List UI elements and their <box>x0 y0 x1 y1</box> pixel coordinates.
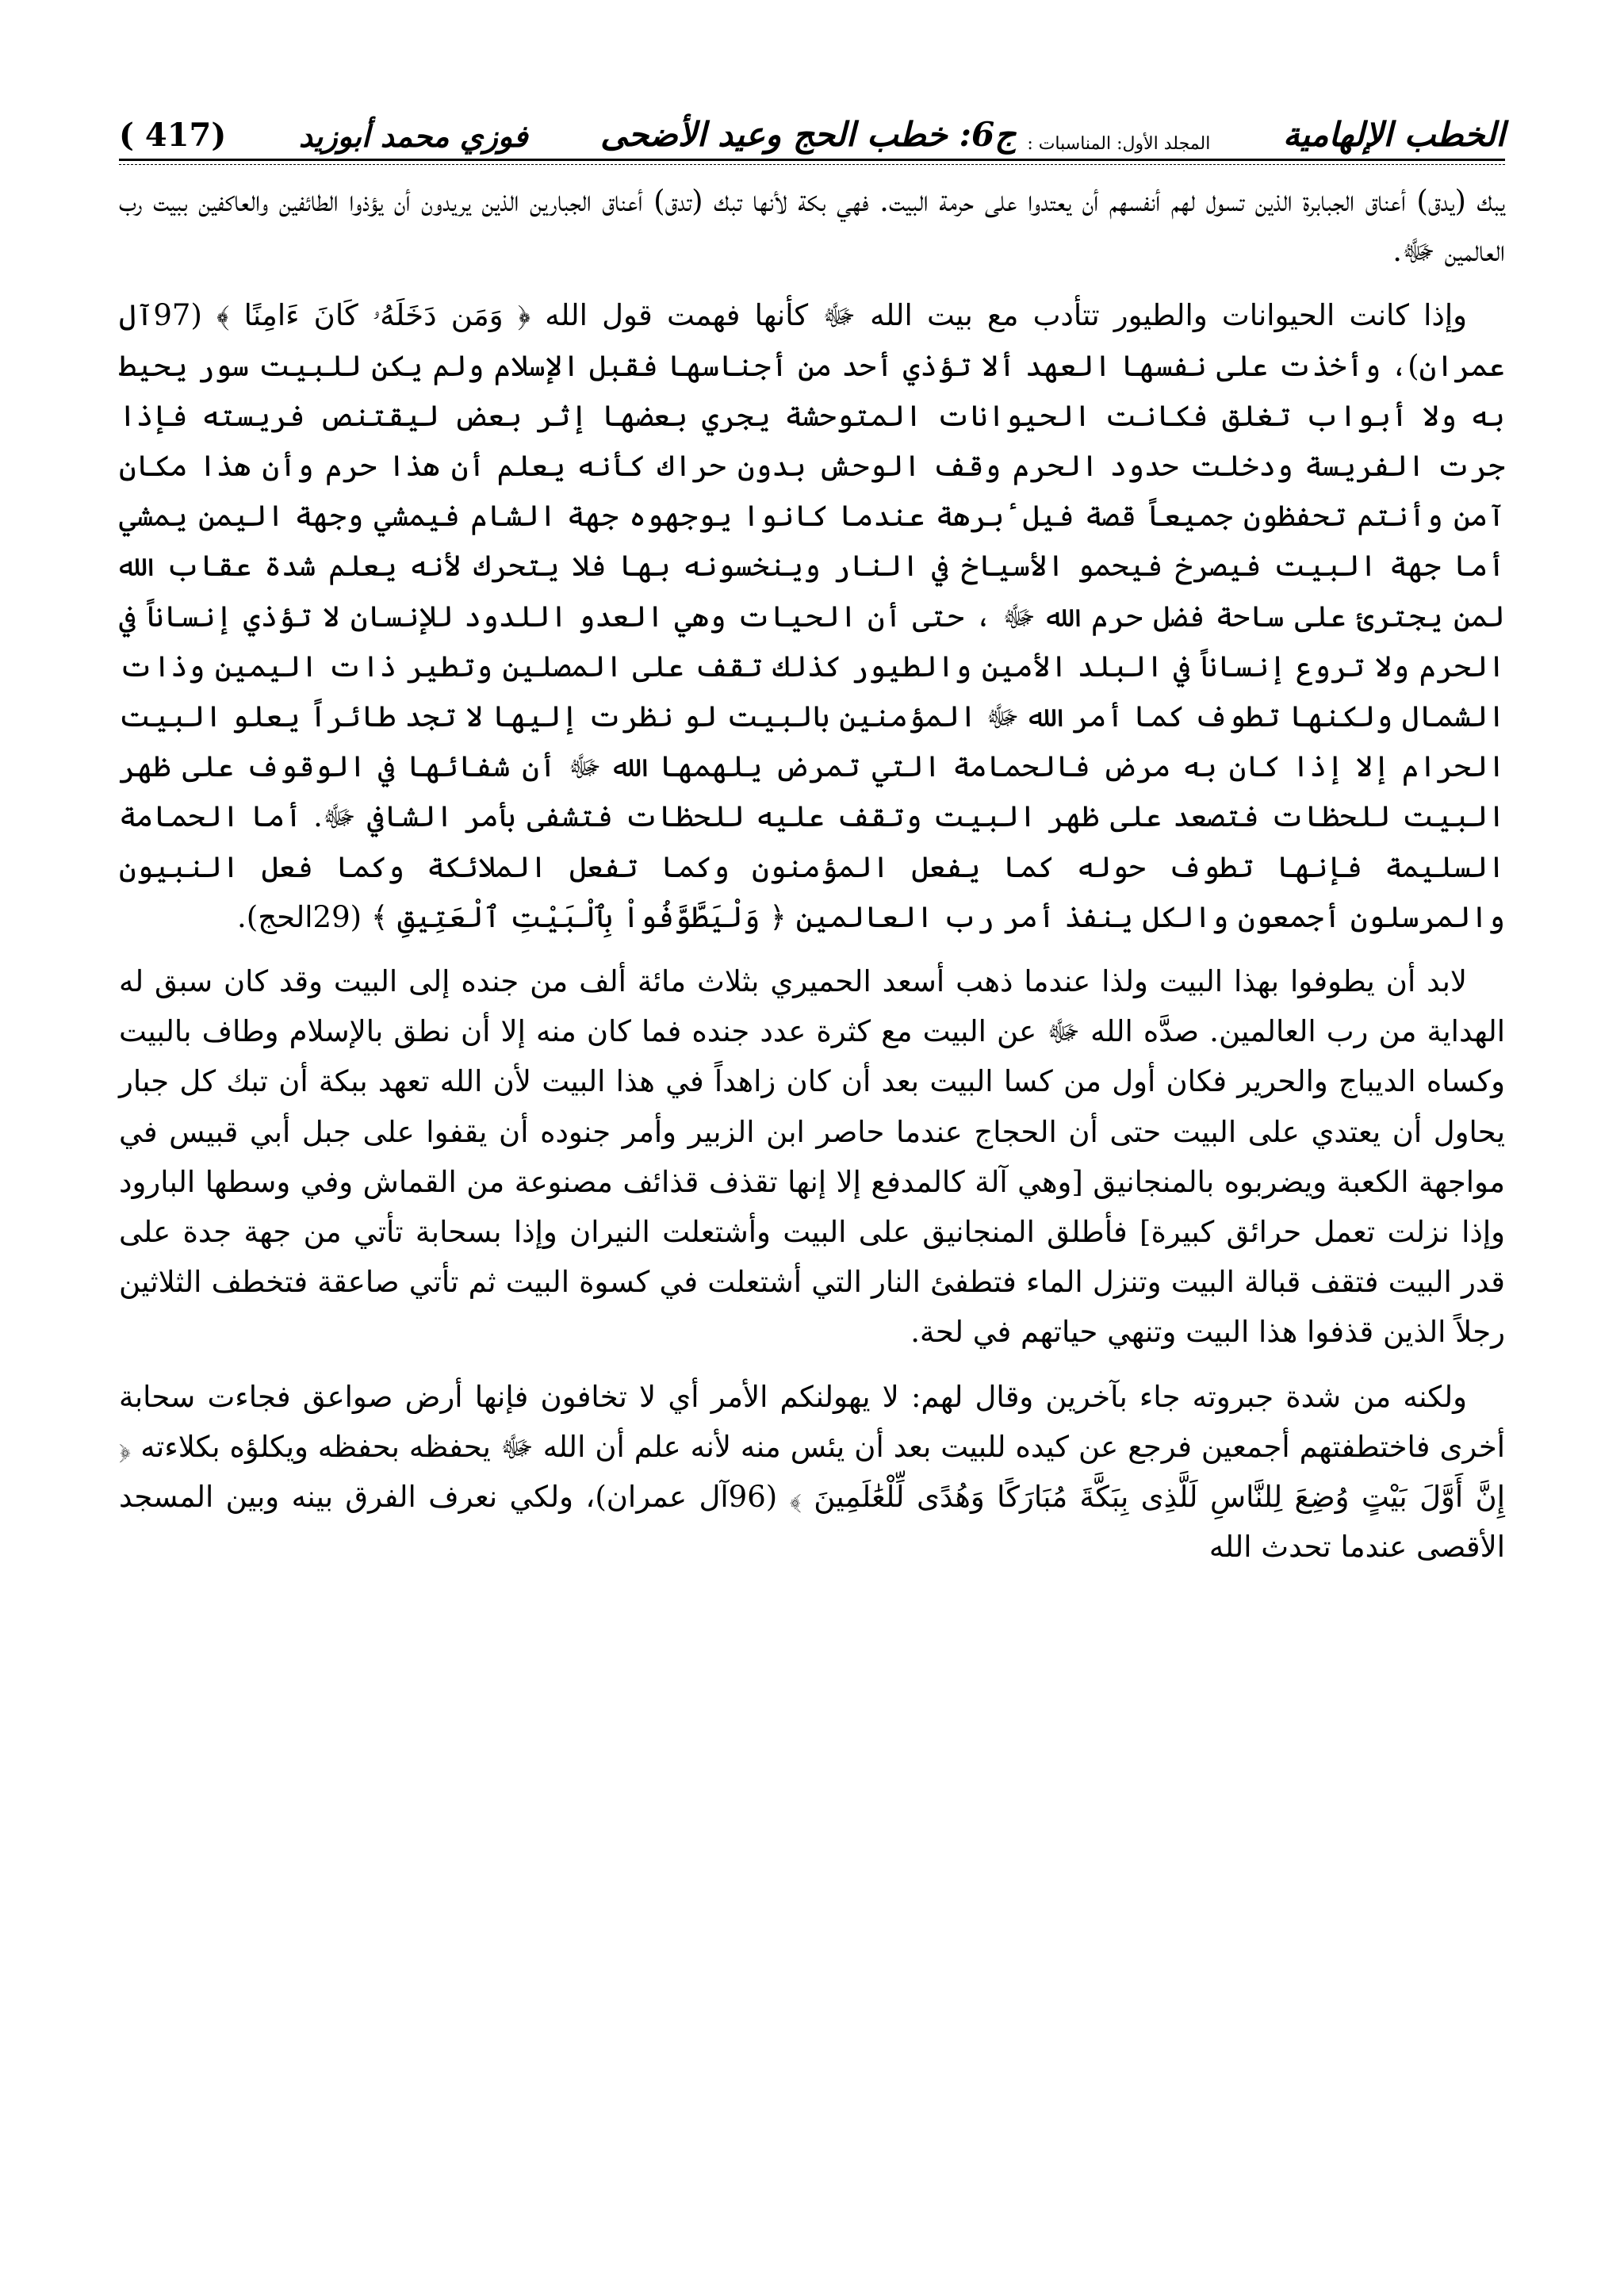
page-body <box>119 176 1505 1586</box>
page-number: (417 ) <box>119 117 227 154</box>
author-name: فوزي محمد أبوزيد <box>298 118 528 154</box>
paragraph: يبك (يدق) أعناق الجبابرة الذين تسول لهم أنفسهم أن يعتدوا على حرمة البيت. فهي بكة لأنها تبك (تدق) أعناق الجبارين الذين يريدون أن يؤذوا الطائفين والعاكفين ببيت رب العالمين ﷻ. <box>119 184 1505 269</box>
paragraph: لابد أن يطوفوا بهذا البيت ولذا عندما ذهب أسعد الحميري بثلاث مائة ألف من جنده إلى البيت وقد كان سبق له الهداية من رب العالمين. صدَّه الله ﷻ عن البيت مع كثرة عدد جنده فما كان منه إلا أن نطق بالإسلام وطاف بالبيت وكساه الديباج والحرير فكان أول من كسا البيت بعد أن كان زاهداً في هذا البيت لأن الله تعهد ببكة أن تبك كل جبار يحاول أن يعتدي على البيت حتى أن الحجاج عندما حاصر ابن الزبير وأمر جنوده أن يقفوا على جبل أبي قبيس في مواجهة الكعبة ويضربوه بالمنجانيق [وهي آلة كالمدفع إلا إنها تقذف قذائف مصنوعة من القماش وفي وسطها البارود وإذا نزلت تعمل حرائق كبيرة] فأطلق المنجانيق على البيت وأشتعلت النيران وإذا بسحابة تأتي من جهة جدة على قدر البيت فتقف قبالة البيت وتنزل الماء فتطفئ النار التي أشتعلت في كسوة البيت ثم تأتي صاعقة فتخطف الثلاثين رجلاً الذين قذفوا هذا البيت وتنهي حياتهم في لحة. <box>119 964 1505 1350</box>
part-title: ج6: خطب الحج وعيد الأضحى <box>600 115 1017 154</box>
header-divider-dashed <box>119 164 1505 165</box>
header-middle <box>600 115 1210 154</box>
volume-label: المجلد الأول: المناسبات : <box>1027 134 1211 154</box>
page-header <box>119 89 1505 154</box>
paragraph: ولكنه من شدة جبروته جاء بآخرين وقال لهم: لا يهولنكم الأمر أي لا تخافون فإنها أرض صواعق فجاءت سحابة أخرى فاختطفتهم أجمعين فرجع عن كيده للبيت بعد أن يئس منه لأنه علم أن الله ﷻ يحفظه بحفظه ويكلؤه بكلاءته ﴿ إِنَّ أَوَّلَ بَيْتٍ وُضِعَ لِلنَّاسِ لَلَّذِى بِبَكَّةَ مُبَارَكًا وَهُدًى لِّلْعَٰلَمِينَ ﴾ (96آل عمران)، ولكي نعرف الفرق بينه وبين المسجد الأقصى عندما تحدث الله <box>119 1379 1505 1565</box>
header-divider <box>119 159 1505 161</box>
book-title: الخطب الإلهامية <box>1282 115 1505 154</box>
paragraph: وإذا كانت الحيوانات والطيور تتأدب مع بيت الله ﷻ كأنها فهمت قول الله ﴿ وَمَن دَخَلَهُۥ كَانَ ءَامِنًا ﴾ (97آل عمران)، وأخذت على نفسها العهد ألا تؤذي أحد من أجناسها فقبل الإسلام ولم يكن للبيت سور يحيط به ولا أبواب تغلق فكانت الحيوانات المتوحشة يجري بعضها إثر بعض ليقتنص فريسته فإذا جرت الفريسة ودخلت حدود الحرم وقف الوحش بدون حراك كأنه يعلم أن هذا حرم وأن هذا مكان آمن وأنتم تحفظون جميعاً قصة فيل ٔبرهة عندما كانوا يوجهوه جهة الشام فيمشي وجهة اليمن يمشي أما جهة البيت فيصرخ فيحمو الأسياخ في النار وينخسونه بها فلا يتحرك لأنه يعلم شدة عقاب الله لمن يجترئ على ساحة فضل حرم الله ﷻ ، حتى أن الحيات وهي العدو اللدود للإنسان لا تؤذي إنساناً في الحرم ولا تروع إنساناً في البلد الأمين والطيور كذلك تقف على المصلين وتطير ذات اليمين وذات الشمال ولكنها تطوف كما أمر الله ﷻ المؤمنين بالبيت لو نظرت إليها لا تجد طائراً يعلو البيت الحرام إلا إذا كان به مرض فالحمامة التي تمرض يلهمها الله ﷻ أن شفائها في الوقوف على ظهر البيت للحظات فتصعد على ظهر البيت وتقف عليه للحظات فتشفى بأمر الشافي ﷻ. أما الحمامة السليمة فإنها تطوف حوله كما يفعل المؤمنون وكما تفعل الملائكة وكما فعل النبيون والمرسلون أجمعون والكل ينفذ أمر رب العالمين ﴿ وَلْيَطَّوَّفُواْ بِٱلْبَيْتِ ٱلْعَتِيقِ ﴾ (29الحج). <box>119 298 1505 934</box>
